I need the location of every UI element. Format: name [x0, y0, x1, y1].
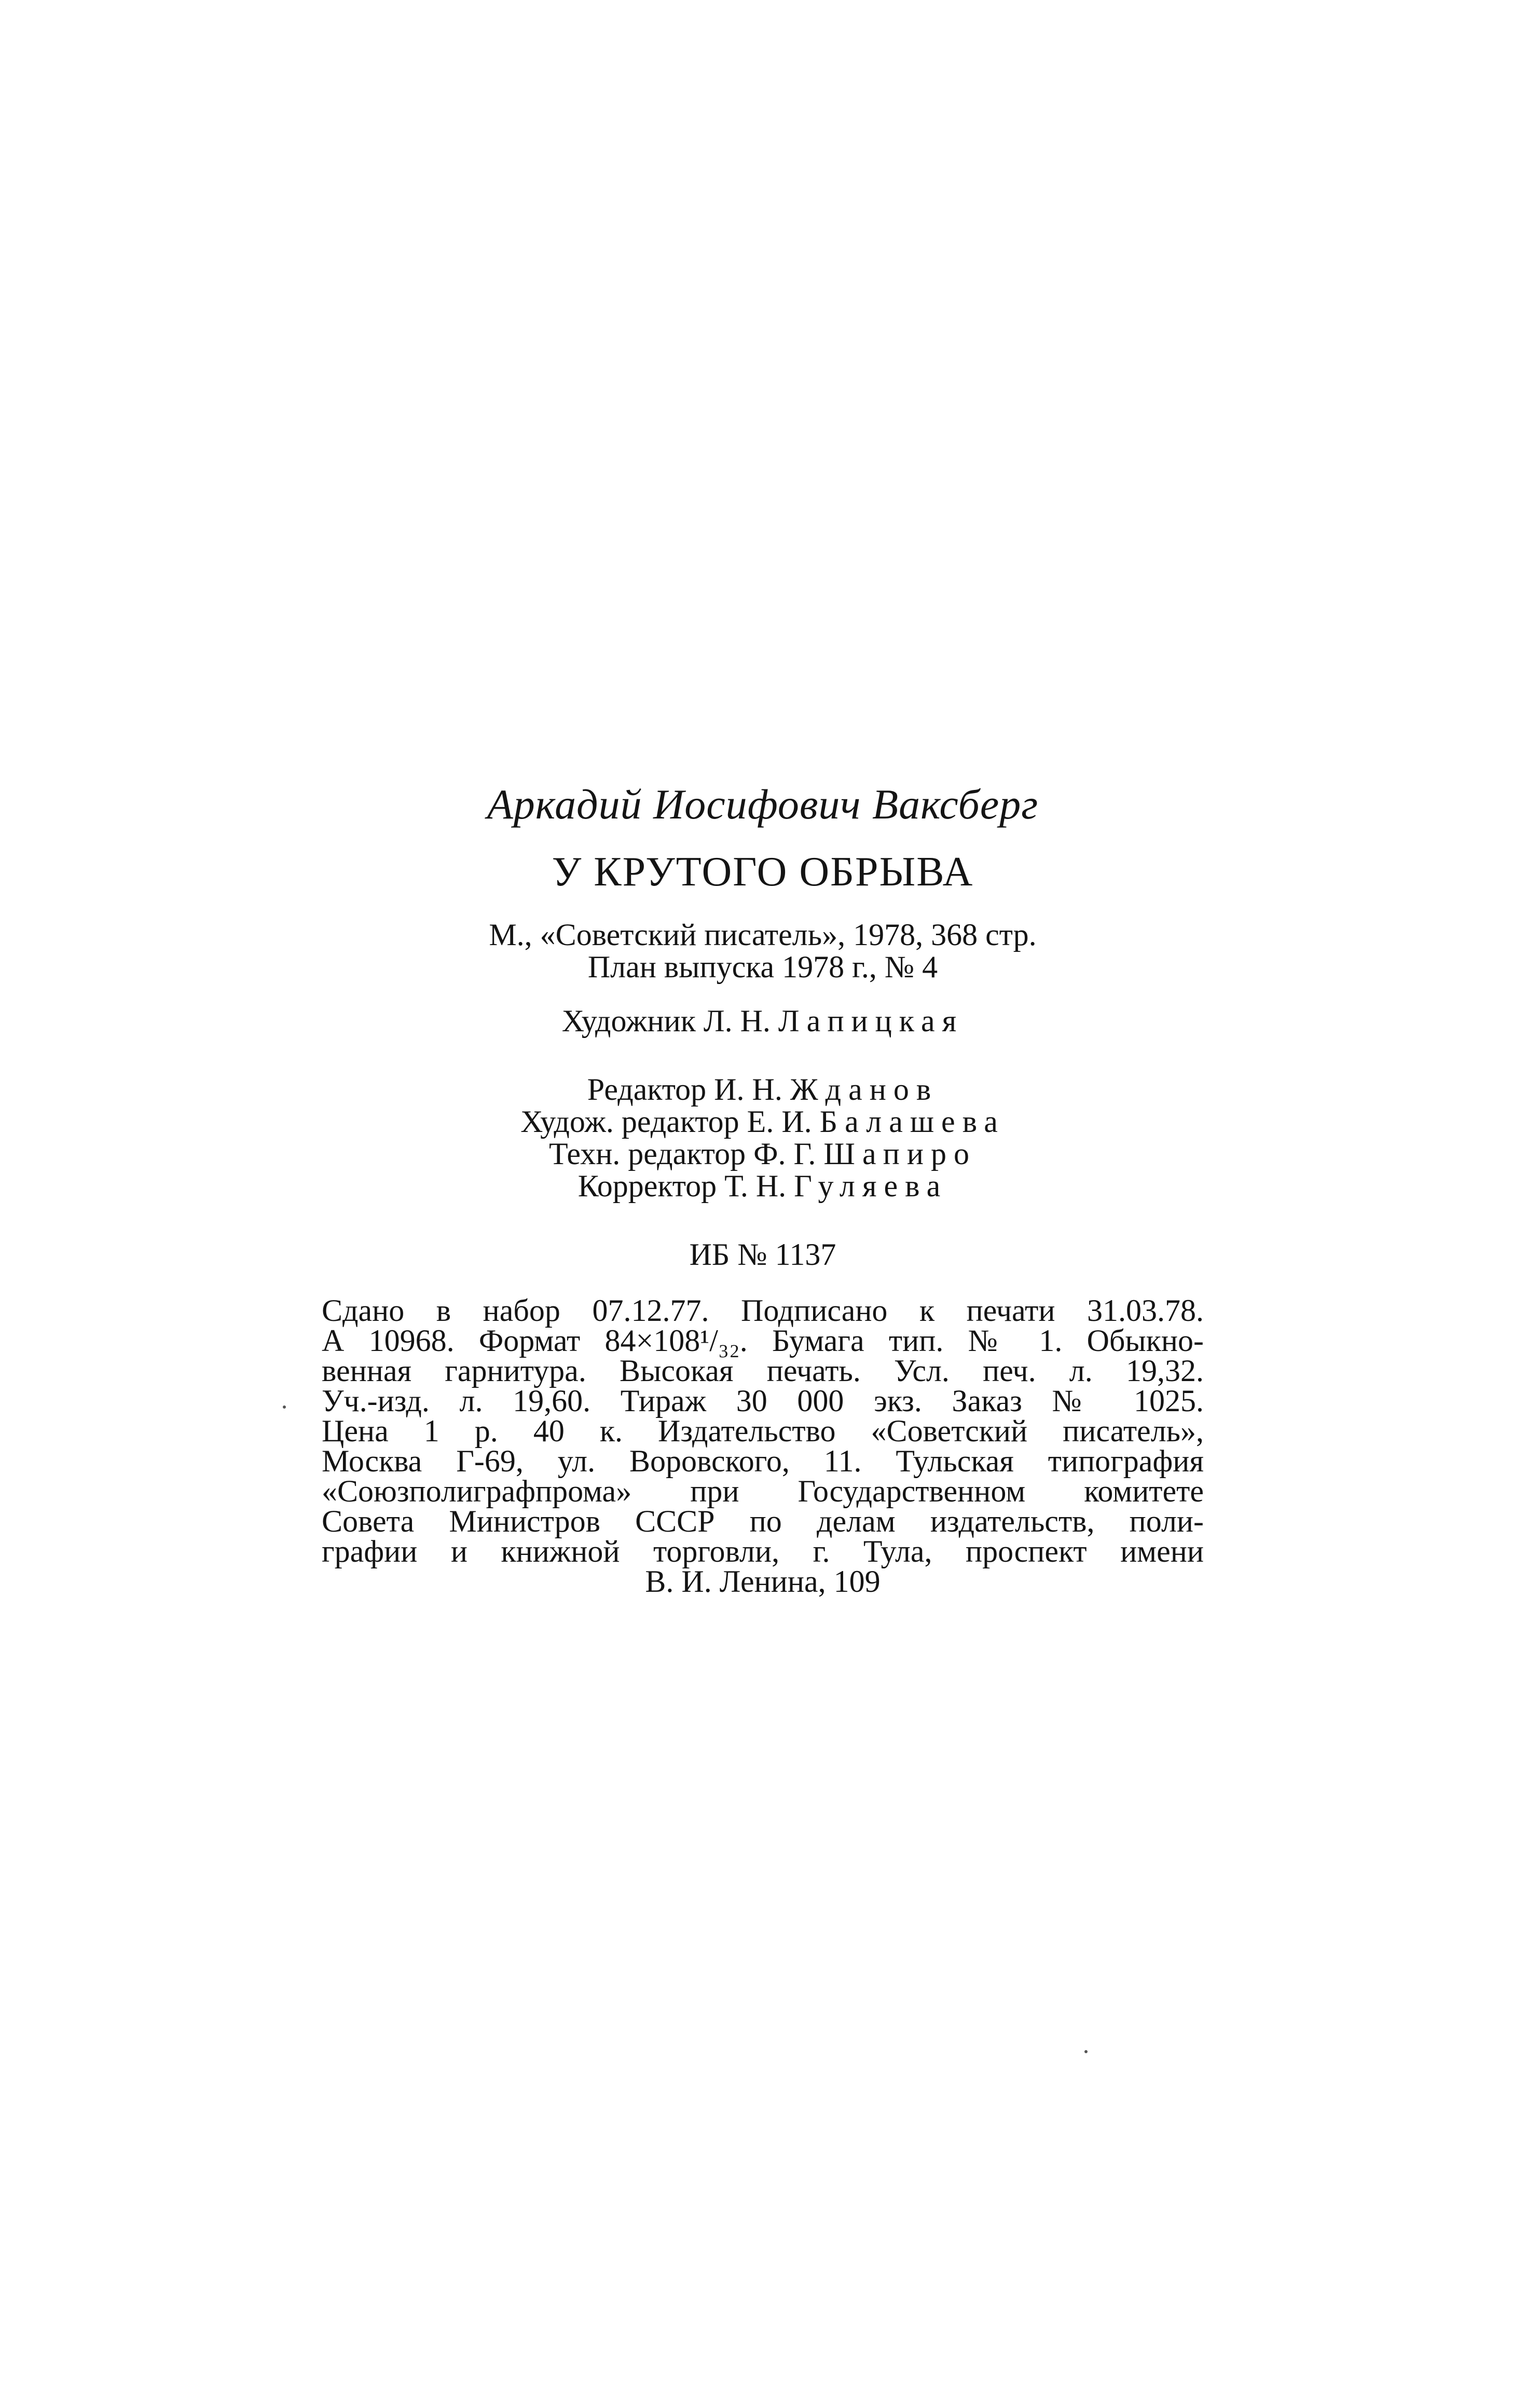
- credit-name: Шапиро: [823, 1137, 977, 1171]
- print-speck: [1084, 2050, 1088, 2053]
- imprint-line: В. И. Ленина, 109: [645, 1564, 881, 1599]
- credit-role: Худож. редактор Е. И.: [520, 1104, 812, 1139]
- credit-editor: [322, 1073, 1204, 1105]
- imprint-line: венная гарнитура. Высокая печать. Усл. печ. л. 19,32.: [322, 1354, 1204, 1388]
- imprint-line: Уч.-изд. л. 19,60. Тираж 30 000 экз. Заказ № 1025.: [322, 1384, 1204, 1418]
- publication-info: М., «Советский писатель», 1978, 368 стр.: [489, 918, 1037, 952]
- author-name: Аркадий Иосифович Ваксберг: [487, 781, 1039, 828]
- credit-name: Балашева: [819, 1104, 1005, 1139]
- imprint-line: графии и книжной торговли, г. Тула, проспект имени: [322, 1534, 1204, 1568]
- credit-name: Жданов: [790, 1072, 939, 1107]
- credit-role: Техн. редактор Ф. Г.: [548, 1137, 816, 1171]
- book-title: У КРУТОГО ОБРЫВА: [552, 849, 974, 895]
- imprint-line: Сдано в набор 07.12.77. Подписано к печати 31.03.78.: [322, 1293, 1204, 1328]
- artist-name: Лапицкая: [778, 1004, 964, 1038]
- credit-name: Гуляева: [794, 1169, 948, 1203]
- credit-role: Редактор И. Н.: [587, 1072, 782, 1107]
- credits-list: [322, 1073, 1204, 1202]
- credit-art-editor: [322, 1105, 1204, 1138]
- print-speck: [283, 1405, 286, 1409]
- imprint-line: Цена 1 р. 40 к. Издательство «Советский писатель»,: [322, 1414, 1204, 1448]
- artist-role: Художник Л. Н.: [561, 1004, 771, 1038]
- ib-number: ИБ № 1137: [689, 1237, 836, 1272]
- imprint-line: Совета Министров СССР по делам издательств, поли-: [322, 1504, 1204, 1538]
- imprint-line: Москва Г-69, ул. Воровского, 11. Тульская типография: [322, 1444, 1204, 1478]
- imprint-line: «Союзполиграфпрома» при Государственном комитете: [322, 1474, 1204, 1508]
- credit-proofreader: [322, 1170, 1204, 1202]
- artist-credit: [322, 1005, 1204, 1037]
- credit-tech-editor: [322, 1138, 1204, 1170]
- credit-role: Корректор Т. Н.: [578, 1169, 787, 1203]
- imprint-block: [322, 1293, 1204, 1599]
- imprint-line: А 10968. Формат 84×108¹/₃₂. Бумага тип. № 1. Обыкно-: [322, 1323, 1204, 1358]
- release-plan: План выпуска 1978 г., № 4: [587, 950, 938, 984]
- colophon: [322, 779, 1204, 1599]
